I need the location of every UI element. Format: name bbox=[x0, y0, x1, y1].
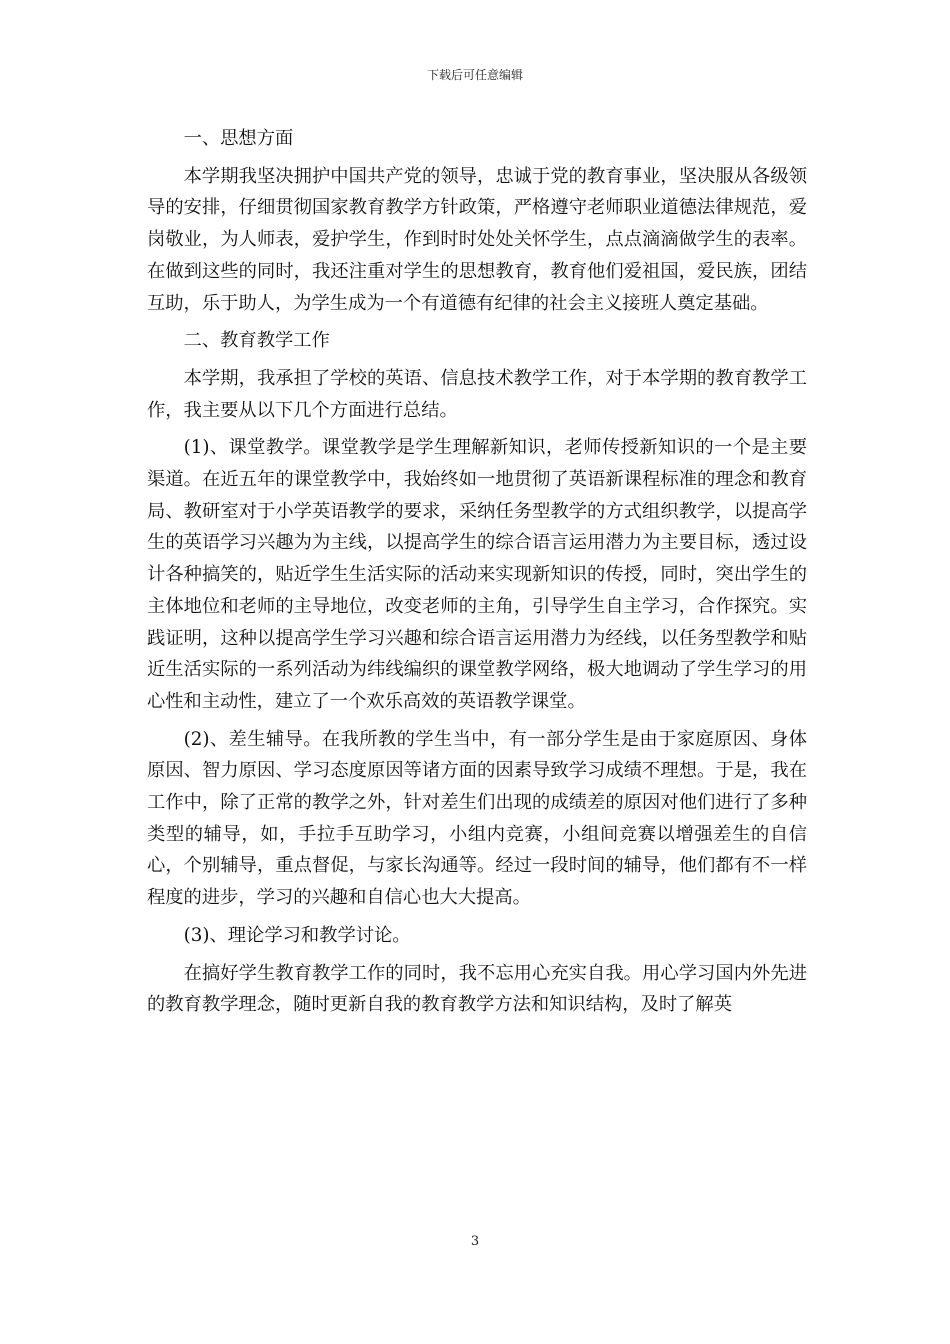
document-body bbox=[147, 123, 807, 1027]
paragraph: 在搞好学生教育教学工作的同时，我不忘用心充实自我。用心学习国内外先进的教育教学理念，随时更新自我的教育教学方法和知识结构，及时了解英 bbox=[147, 962, 807, 1016]
section-heading-teaching: 二、教育教学工作 bbox=[183, 330, 330, 352]
page-number: 3 bbox=[470, 1234, 480, 1249]
paragraph: (3)、理论学习和教学讨论。 bbox=[183, 924, 411, 946]
section-heading-ideology: 一、思想方面 bbox=[183, 128, 294, 149]
paragraph: (2)、差生辅导。在我所教的学生当中，有一部分学生是由于家庭原因、身体原因、智力原因、学习态度原因等诸方面的因素导致学习成绩不理想。于是，我在工作中，除了正常的教学之外，针对差生们出现的成绩差的原因对他们进行了多种类型的辅导，如，手拉手互助学习，小组内竞赛，小组间竞赛以增强差生的自信心，个别辅导，重点督促，与家长沟通等。经过一段时间的辅导，他们都有不一样程度的进步，学习的兴趣和自信心也大大提高。 bbox=[147, 728, 807, 909]
paragraph: 本学期我坚决拥护中国共产党的领导，忠诚于党的教育事业，坚决服从各级领导的安排，仔细贯彻国家教育教学方针政策，严格遵守老师职业道德法律规范，爱岗敬业，为人师表，爱护学生，作到时时处处关怀学生，点点滴滴做学生的表率。在做到这些的同时，我还注重对学生的思想教育，教育他们爱祖国，爱民族，团结互助，乐于助人，为学生成为一个有道德有纪律的社会主义接班人奠定基础。 bbox=[147, 165, 807, 314]
paragraph: 本学期，我承担了学校的英语、信息技术教学工作，对于本学期的教育教学工作，我主要从以下几个方面进行总结。 bbox=[147, 367, 807, 421]
paragraph: (1)、课堂教学。课堂教学是学生理解新知识，老师传授新知识的一个是主要渠道。在近五年的课堂教学中，我始终如一地贯彻了英语新课程标准的理念和教育局、教研室对于小学英语教学的要求，采纳任务型教学的方式组织教学，以提高学生的英语学习兴趣为为主线，以提高学生的综合语言运用潜力为主要目标，透过设计各种搞笑的，贴近学生生活实际的活动来实现新知识的传授，同时，突出学生的主体地位和老师的主导地位，改变老师的主角，引导学生自主学习，合作探究。实践证明，这种以提高学生学习兴趣和综合语言运用潜力为经线，以任务型教学和贴近生活实际的一系列活动为纬线编织的课堂教学网络，极大地调动了学生学习的用心性和主动性，建立了一个欢乐高效的英语教学课堂。 bbox=[147, 437, 807, 712]
page-header: 下载后可任意编辑 bbox=[426, 68, 523, 82]
